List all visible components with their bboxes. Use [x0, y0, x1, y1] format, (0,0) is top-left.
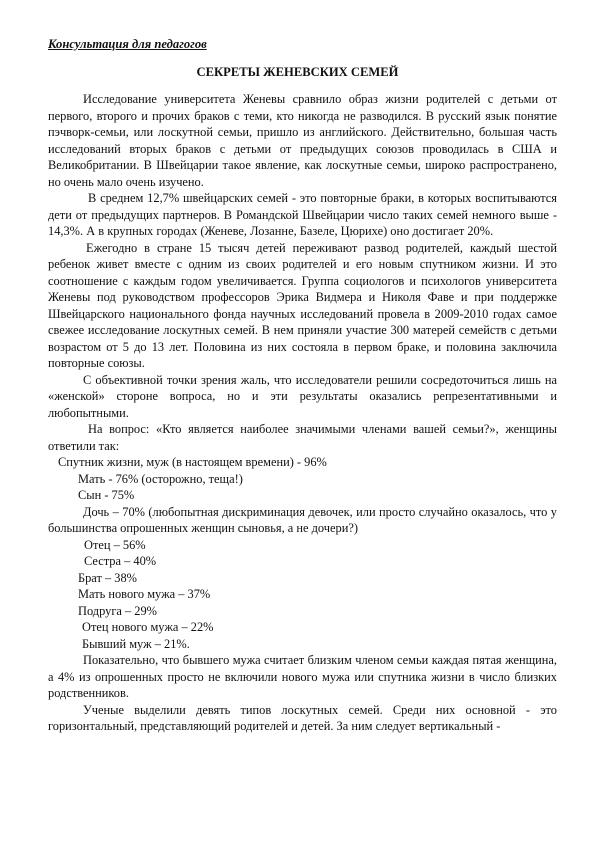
list-item: Подруга – 29% — [78, 603, 158, 618]
list-item: Отец – 56% — [84, 537, 146, 552]
paragraph-statistics: В среднем 12,7% швейцарских семей - это повторные браки, в которых воспитываются дети от предыдущих партнеров. В Романдской Швейцарии число таких семей немного выше - 14,3%. А в крупных городах (Женеве, Лозанне, Базеле, Цюрихе) оно достигает 20%. — [48, 191, 557, 238]
list-item: Мать нового мужа – 37% — [78, 587, 211, 601]
paragraph-intro: Исследование университета Женевы сравнило образ жизни родителей с детьми от первого, второго и прочих браков с теми, кто никогда не разводился. В русский язык понятие пэчворк-семьи, или лоскутной семьи, пришло из английского. Действительно, большая часть исследований вторых браков с детьми от предыдущих союзов проводилась в США и Великобритании. В Швейцарии такое явление, как лоскутные семьи, широко распространено, но очень мало очень изучено. — [48, 92, 557, 189]
list-item: Отец нового мужа – 22% — [82, 620, 214, 634]
list-item: Сестра – 40% — [84, 554, 157, 568]
list-item: Спутник жизни, муж (в настоящем времени) - 96% — [58, 455, 327, 469]
list-item: Дочь – 70% (любопытная дискриминация девочек, или просто случайно оказалось, что у большинства опрошенных женщин сыновья, а не дочери?) — [48, 504, 557, 535]
paragraph-opinion: С объективной точки зрения жаль, что исследователи решили сосредоточиться лишь на «женской» стороне вопроса, но и эти результаты оказались репрезентативными и любопытными. — [48, 372, 557, 420]
list-item: Бывший муж – 21%. — [82, 636, 190, 651]
list-item: Брат – 38% — [78, 570, 138, 585]
paragraph-question: На вопрос: «Кто является наиболее значимыми членами вашей семьи?», женщины ответили так: — [48, 422, 557, 453]
list-item: Мать - 76% (осторожно, теща!) — [78, 471, 243, 486]
document-heading: Консультация для педагогов — [48, 37, 207, 51]
list-item: Сын - 75% — [78, 488, 135, 502]
article-body — [48, 91, 557, 735]
document-title: СЕКРЕТЫ ЖЕНЕВСКИХ СЕМЕЙ — [196, 65, 399, 79]
paragraph-research: Ежегодно в стране 15 тысяч детей переживают развод родителей, каждый шестой ребенок живет вместе с одним из своих родителей и его новым спутником жизни. И это соотношение с каждым годом увеличивается. Группа социологов и психологов университета Женевы под руководством профессоров Эрика Видмера и Николя Фаве и при поддержке Швейцарского национального фонда научных исследований провела в 2009-2010 годах самое свежее исследование лоскутных семей. В нем приняли участие 300 матерей семейств с детьми возрастом от 5 до 13 лет. Половина из них состояла в первом браке, и половина заключила повторные союзы. — [48, 240, 557, 370]
paragraph-conclusion: Показательно, что бывшего мужа считает близким членом семьи каждая пятая женщина, а 4% из опрошенных просто не включили нового мужа или спутника жизни в число близких родственников. — [48, 653, 557, 700]
paragraph-family-types: Ученые выделили девять типов лоскутных семей. Среди них основной - это горизонтальный, представляющий родителей и детей. За ним следует вертикальный - — [48, 702, 557, 733]
